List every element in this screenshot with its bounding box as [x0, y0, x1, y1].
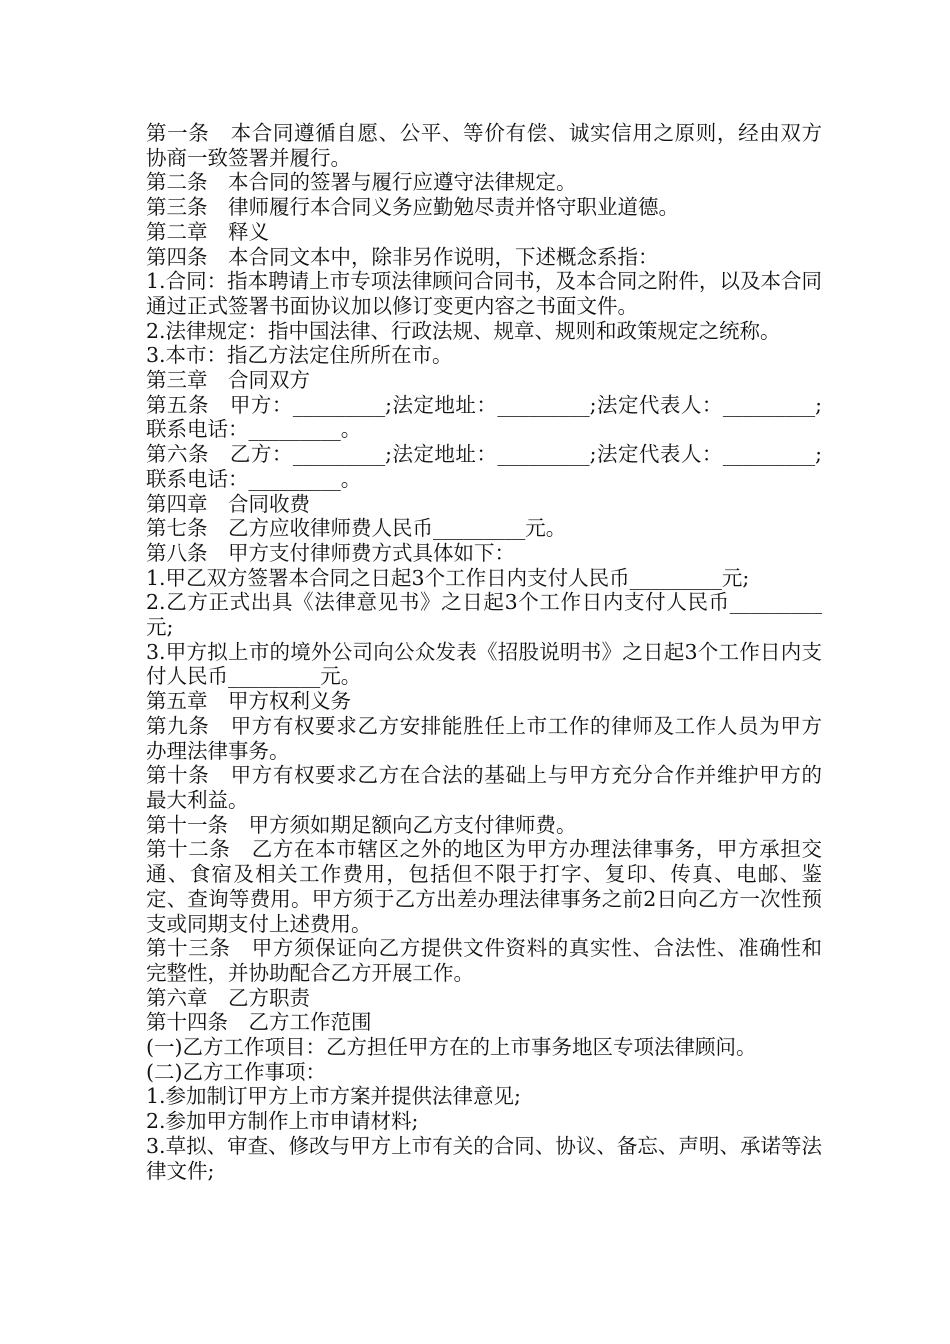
chapter-2-heading: 第二章 释义 — [146, 219, 269, 244]
chapter-6-heading: 第六章 乙方职责 — [146, 985, 310, 1010]
work-item-1: (一)乙方工作项目：乙方担任甲方在的上市事务地区专项法律顾问。 — [146, 1035, 757, 1060]
article-8: 第八条 甲方支付律师费方式具体如下： — [146, 540, 515, 565]
definition-2: 2.法律规定：指中国法律、行政法规、规章、规则和政策规定之统称。 — [146, 318, 781, 343]
payment-3: 3.甲方拟上市的境外公司向公众发表《招股说明书》之日起3个工作日内支付人民币_________元。 — [146, 639, 822, 689]
article-10: 第十条 甲方有权要求乙方在合法的基础上与甲方充分合作并维护甲方的最大利益。 — [146, 763, 822, 812]
payment-1: 1.甲乙双方签署本合同之日起3个工作日内支付人民币_________元; — [146, 565, 750, 590]
article-1: 第一条 本合同遵循自愿、公平、等价有偿、诚实信用之原则，经由双方协商一致签署并履行。 — [146, 121, 822, 170]
article-14: 第十四条 乙方工作范围 — [146, 1010, 372, 1035]
article-6: 第六条 乙方：_________;法定地址：_________;法定代表人：_________;联系电话：_________。 — [146, 442, 822, 491]
article-3: 第三条 律师履行本合同义务应勤勉尽责并恪守职业道德。 — [146, 195, 679, 220]
article-7: 第七条 乙方应收律师费人民币_________元。 — [146, 516, 567, 541]
article-13: 第十三条 甲方须保证向乙方提供文件资料的真实性、合法性、准确性和完整性，并协助配合乙方开展工作。 — [146, 936, 822, 985]
article-9: 第九条 甲方有权要求乙方安排能胜任上市工作的律师及工作人员为甲方办理法律事务。 — [146, 713, 822, 763]
chapter-4-heading: 第四章 合同收费 — [146, 491, 310, 516]
article-5: 第五条 甲方：_________;法定地址：_________;法定代表人：_________;联系电话：_________。 — [146, 392, 822, 442]
chapter-3-heading: 第三章 合同双方 — [146, 368, 310, 393]
chapter-5-heading: 第五章 甲方权利义务 — [146, 689, 351, 714]
definition-1: 1.合同：指本聘请上市专项法律顾问合同书，及本合同之附件，以及本合同通过正式签署书面协议加以修订变更内容之书面文件。 — [146, 269, 822, 318]
article-12: 第十二条 乙方在本市辖区之外的地区为甲方办理法律事务，甲方承担交通、食宿及相关工作费用，包括但不限于打字、复印、传真、电邮、鉴定、查询等费用。甲方须于乙方出差办理法律事务之前2日向乙方一次性预支或同期支付上述费用。 — [146, 837, 822, 936]
work-item-2: (二)乙方工作事项： — [146, 1059, 326, 1084]
contract-document — [146, 121, 822, 1183]
definition-3: 3.本市：指乙方法定住所所在市。 — [146, 343, 453, 368]
task-2: 2.参加甲方制作上市申请材料; — [146, 1109, 419, 1134]
task-1: 1.参加制订甲方上市方案并提供法律意见; — [146, 1084, 521, 1109]
article-11: 第十一条 甲方须如期足额向乙方支付律师费。 — [146, 812, 577, 837]
article-2: 第二条 本合同的签署与履行应遵守法律规定。 — [146, 170, 577, 195]
payment-2: 2.乙方正式出具《法律意见书》之日起3个工作日内支付人民币_________元; — [146, 590, 822, 640]
article-4: 第四条 本合同文本中，除非另作说明，下述概念系指： — [146, 244, 659, 269]
task-3: 3.草拟、审查、修改与甲方上市有关的合同、协议、备忘、声明、承诺等法律文件; — [146, 1133, 822, 1183]
